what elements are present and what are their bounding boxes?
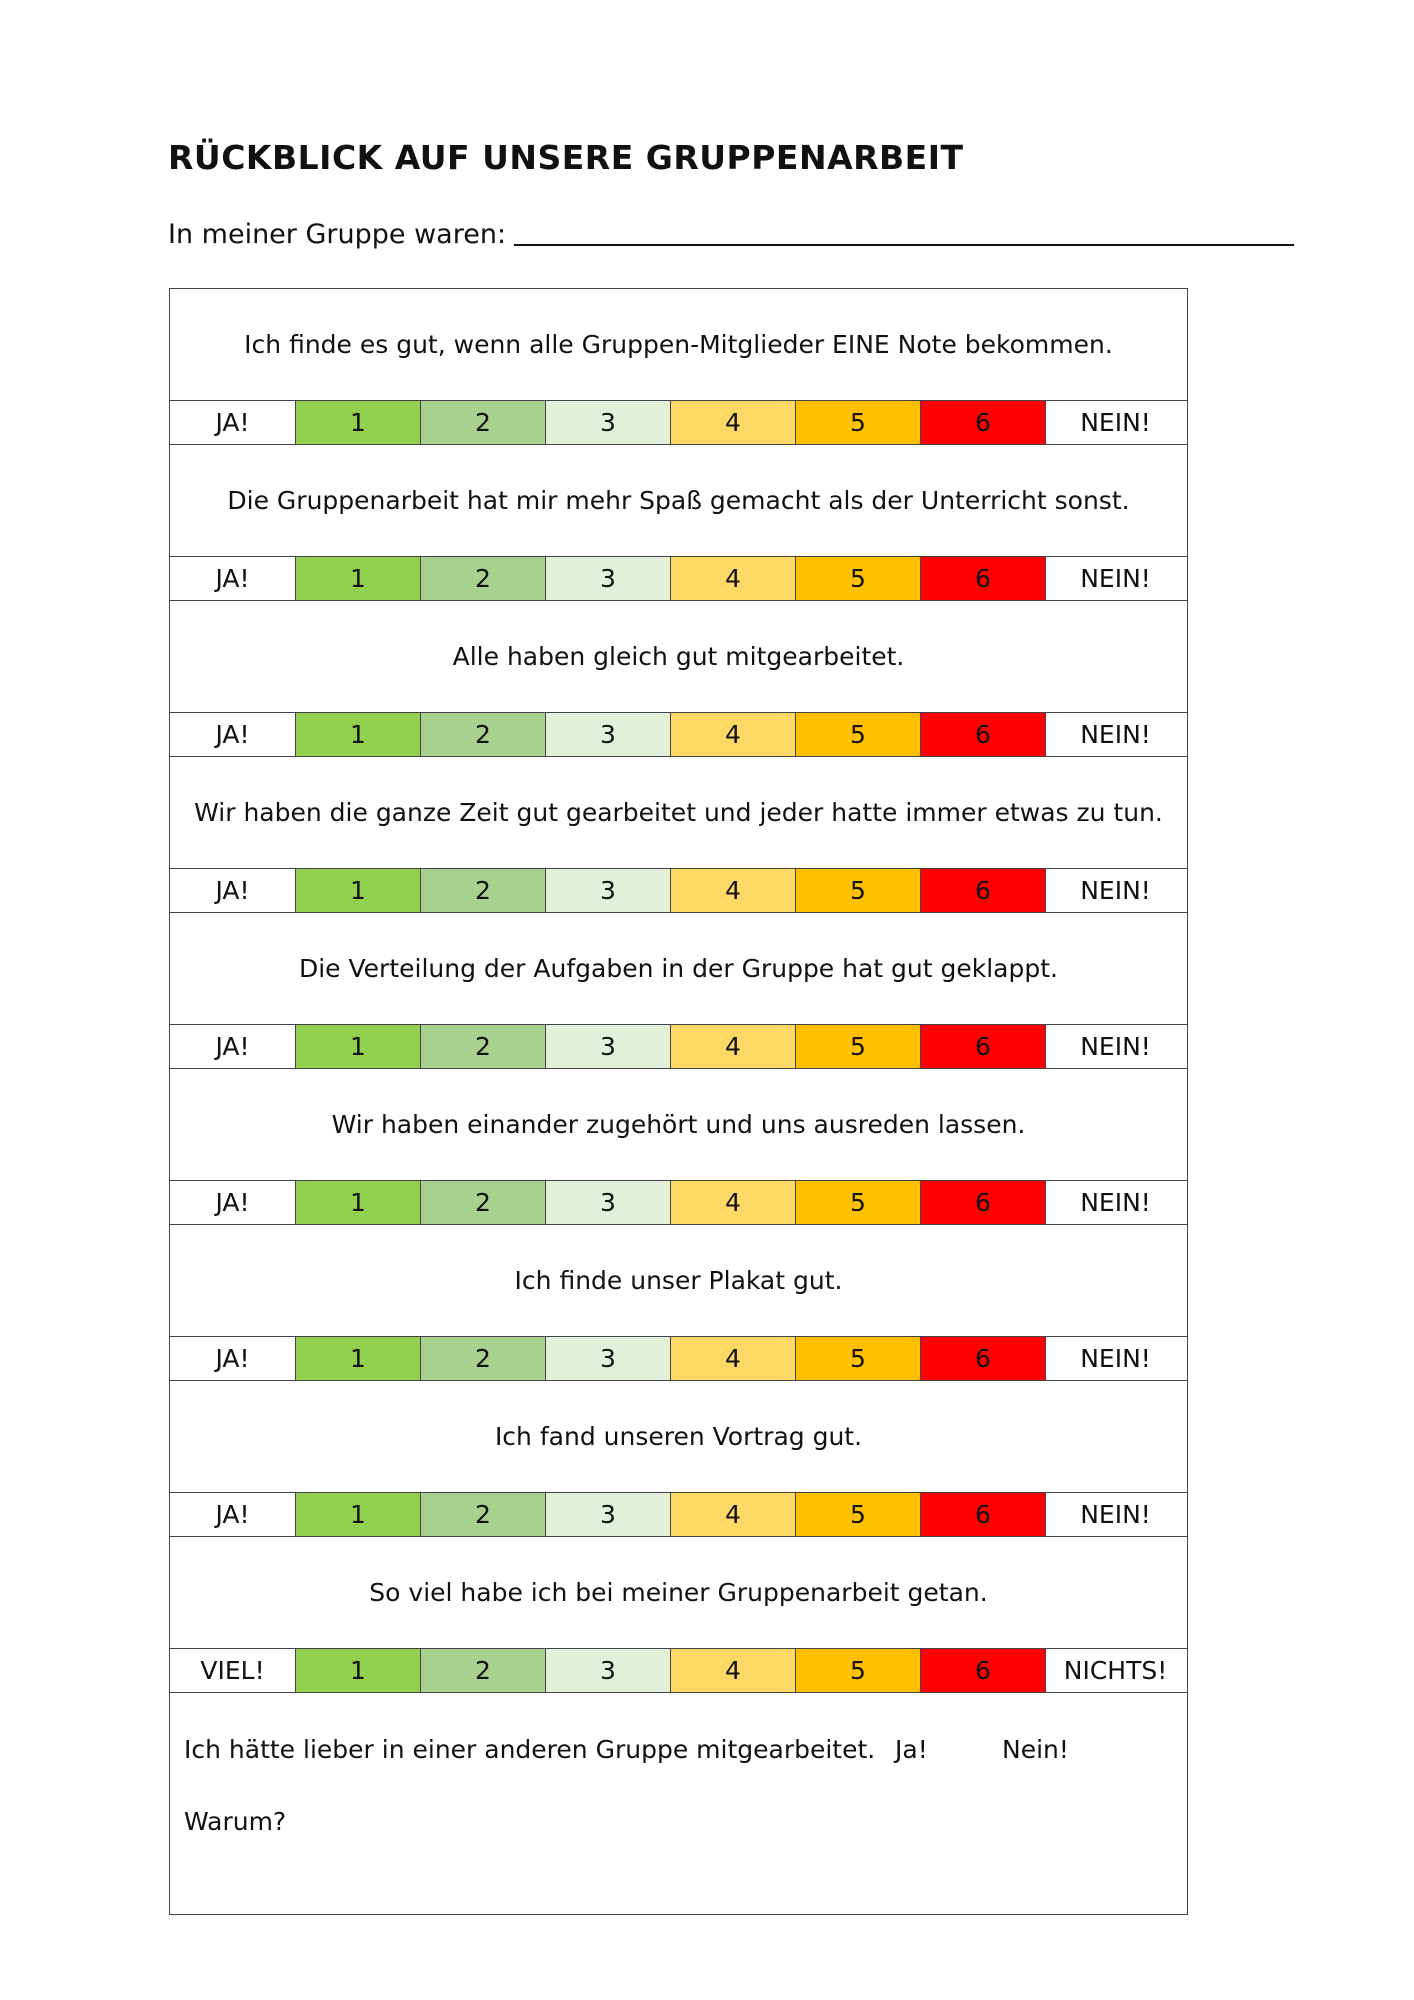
rating-cell-3[interactable]: 3 [546,401,671,444]
rating-cell-1[interactable]: 1 [296,1181,421,1224]
rating-cell-5[interactable]: 5 [796,1181,921,1224]
rating-cell-3[interactable]: 3 [546,1025,671,1068]
rating-cell-6[interactable]: 6 [921,401,1046,444]
rating-cell-5[interactable]: 5 [796,1493,921,1536]
rating-cell-2[interactable]: 2 [421,401,546,444]
rating-cell-5[interactable]: 5 [796,557,921,600]
scale-left-label[interactable]: JA! [170,869,296,912]
rating-scale-6 [170,1181,1187,1225]
question-4: Wir haben die ganze Zeit gut gearbeitet und jeder hatte immer etwas zu tun. [170,757,1187,869]
rating-cell-4[interactable]: 4 [671,1337,796,1380]
question-8: Ich fand unseren Vortrag gut. [170,1381,1187,1493]
rating-cell-2[interactable]: 2 [421,1181,546,1224]
rating-cell-4[interactable]: 4 [671,1181,796,1224]
rating-cell-2[interactable]: 2 [421,1025,546,1068]
rating-cell-5[interactable]: 5 [796,713,921,756]
scale-left-label[interactable]: JA! [170,1181,296,1224]
rating-cell-5[interactable]: 5 [796,869,921,912]
scale-right-label[interactable]: NEIN! [1080,1500,1151,1529]
rating-cell-6[interactable]: 6 [921,1649,1046,1692]
group-members-line [168,218,1294,250]
rating-sheet [169,288,1188,1915]
rating-cell-5[interactable]: 5 [796,1025,921,1068]
rating-cell-6[interactable]: 6 [921,557,1046,600]
scale-right-label[interactable]: NEIN! [1080,408,1151,437]
question-2: Die Gruppenarbeit hat mir mehr Spaß gemacht als der Unterricht sonst. [170,445,1187,557]
final-why-label: Warum? [184,1807,287,1836]
rating-scale-9 [170,1649,1187,1693]
rating-cell-1[interactable]: 1 [296,1493,421,1536]
rating-cell-4[interactable]: 4 [671,869,796,912]
rating-cell-4[interactable]: 4 [671,557,796,600]
rating-cell-6[interactable]: 6 [921,1337,1046,1380]
rating-cell-5[interactable]: 5 [796,401,921,444]
group-members-blank[interactable] [514,218,1294,246]
scale-left-label[interactable]: JA! [170,1337,296,1380]
rating-cell-1[interactable]: 1 [296,1337,421,1380]
scale-right-label[interactable]: NEIN! [1080,1032,1151,1061]
rating-scale-4 [170,869,1187,913]
rating-cell-1[interactable]: 1 [296,1649,421,1692]
question-6: Wir haben einander zugehört und uns ausreden lassen. [170,1069,1187,1181]
scale-left-label[interactable]: JA! [170,557,296,600]
final-question-block [170,1693,1187,1914]
scale-right-label[interactable]: NEIN! [1080,564,1151,593]
scale-right-label[interactable]: NICHTS! [1063,1656,1168,1685]
rating-cell-6[interactable]: 6 [921,1493,1046,1536]
rating-scale-8 [170,1493,1187,1537]
rating-cell-3[interactable]: 3 [546,557,671,600]
rating-cell-3[interactable]: 3 [546,1181,671,1224]
question-1: Ich finde es gut, wenn alle Gruppen-Mitglieder EINE Note bekommen. [170,289,1187,401]
rating-cell-2[interactable]: 2 [421,1493,546,1536]
question-7: Ich finde unser Plakat gut. [170,1225,1187,1337]
rating-cell-4[interactable]: 4 [671,401,796,444]
rating-cell-3[interactable]: 3 [546,869,671,912]
rating-cell-1[interactable]: 1 [296,401,421,444]
scale-right-label[interactable]: NEIN! [1080,720,1151,749]
rating-cell-3[interactable]: 3 [546,1337,671,1380]
rating-scale-7 [170,1337,1187,1381]
scale-left-label[interactable]: JA! [170,1493,296,1536]
scale-left-label[interactable]: JA! [170,401,296,444]
rating-cell-6[interactable]: 6 [921,1025,1046,1068]
scale-right-label[interactable]: NEIN! [1080,1188,1151,1217]
rating-cell-4[interactable]: 4 [671,1493,796,1536]
rating-cell-5[interactable]: 5 [796,1649,921,1692]
rating-cell-3[interactable]: 3 [546,1493,671,1536]
question-5: Die Verteilung der Aufgaben in der Gruppe hat gut geklappt. [170,913,1187,1025]
rating-scale-5 [170,1025,1187,1069]
rating-cell-1[interactable]: 1 [296,557,421,600]
scale-left-label[interactable]: VIEL! [170,1649,296,1692]
final-question: Ich hätte lieber in einer anderen Gruppe mitgearbeitet. [184,1735,876,1764]
page-title: RÜCKBLICK AUF UNSERE GRUPPENARBEIT [168,138,964,177]
rating-cell-3[interactable]: 3 [546,1649,671,1692]
rating-scale-2 [170,557,1187,601]
rating-cell-1[interactable]: 1 [296,869,421,912]
rating-cell-5[interactable]: 5 [796,1337,921,1380]
scale-left-label[interactable]: JA! [170,713,296,756]
scale-left-label[interactable]: JA! [170,1025,296,1068]
rating-cell-2[interactable]: 2 [421,1337,546,1380]
group-members-label: In meiner Gruppe waren: [168,219,507,250]
rating-scale-1 [170,401,1187,445]
final-no-option[interactable]: Nein! [1002,1735,1069,1764]
rating-cell-3[interactable]: 3 [546,713,671,756]
rating-cell-6[interactable]: 6 [921,713,1046,756]
scale-right-label[interactable]: NEIN! [1080,876,1151,905]
final-yes-option[interactable]: Ja! [895,1735,928,1764]
rating-cell-4[interactable]: 4 [671,1649,796,1692]
rating-cell-1[interactable]: 1 [296,1025,421,1068]
scale-right-label[interactable]: NEIN! [1080,1344,1151,1373]
rating-cell-2[interactable]: 2 [421,557,546,600]
rating-cell-4[interactable]: 4 [671,1025,796,1068]
rating-cell-6[interactable]: 6 [921,1181,1046,1224]
rating-cell-2[interactable]: 2 [421,869,546,912]
rating-cell-4[interactable]: 4 [671,713,796,756]
rating-cell-6[interactable]: 6 [921,869,1046,912]
rating-scale-3 [170,713,1187,757]
rating-cell-1[interactable]: 1 [296,713,421,756]
rating-cell-2[interactable]: 2 [421,1649,546,1692]
question-3: Alle haben gleich gut mitgearbeitet. [170,601,1187,713]
rating-cell-2[interactable]: 2 [421,713,546,756]
question-9: So viel habe ich bei meiner Gruppenarbeit getan. [170,1537,1187,1649]
